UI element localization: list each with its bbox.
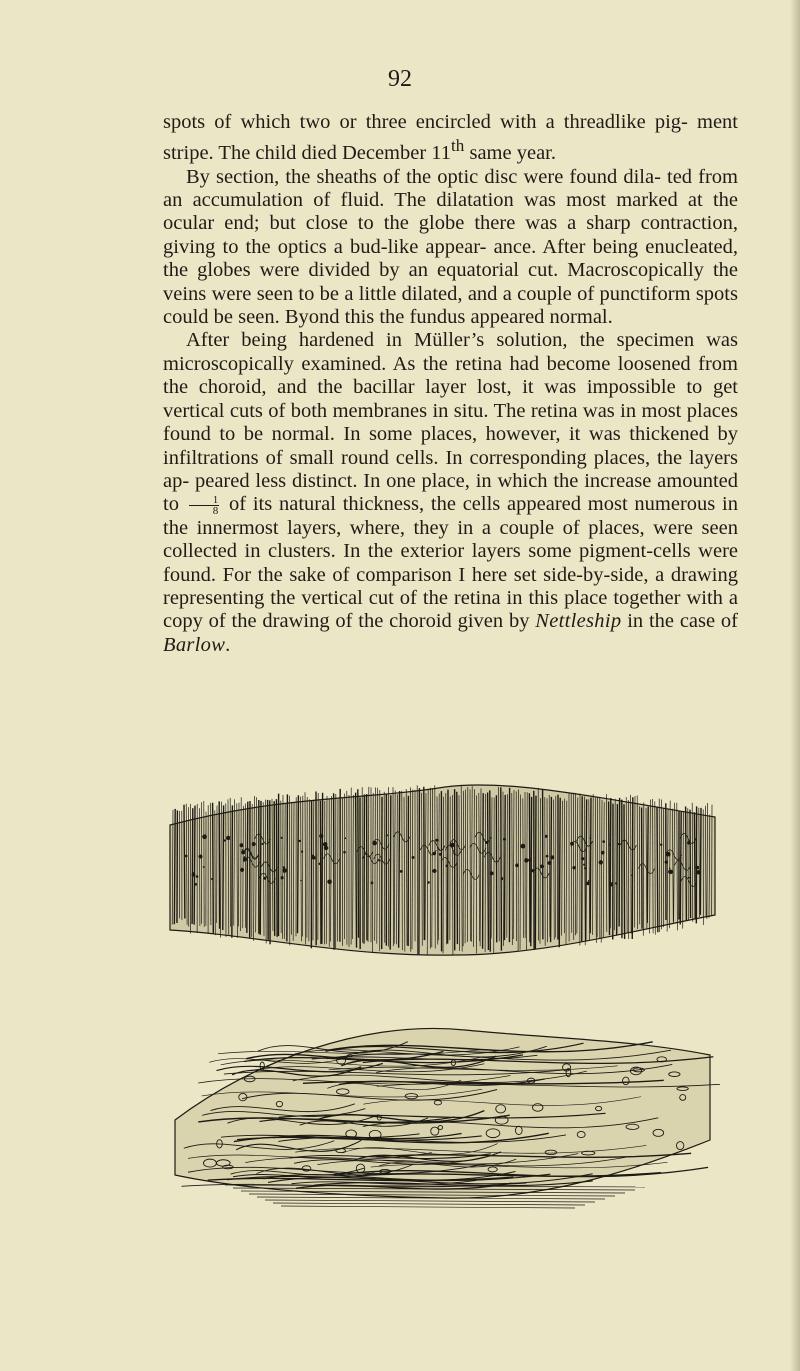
text-run: spots of which two or three encircled with a threadlike pig- ment stripe. The child died December 11 [163,111,738,165]
text-run: of its natural thickness, the cells appeared most numerous in the innermost layers, where, they in a couple of places, were seen collected in clusters. In the exterior layers some pigment-cells were found. For the sake of comparison I here set side-by-side, a drawing representing the vertical cut of the retina in this place together with a copy of the drawing of the choroid given by [163,493,739,633]
retina-hatching [170,785,715,955]
retina-section-drawing [165,765,720,965]
text-run: After being hardened in Müller’s solution, the specimen was microscopically examined. As the retina had become loosened from the choroid, and the bacillar layer lost, it was impossible to get vertical cuts of both membranes in situ. The retina was in most places found to be normal. In some places, however, it was thickened by infiltrations of small round cells. In corresponding places, the layers ap- peared less distinct. In one place, in which the increase amounted to [163,329,738,516]
body-text [163,111,738,657]
page-edge-shadow [790,0,800,1371]
choroid-strands [175,1028,720,1198]
paragraph [163,166,738,330]
text-run: . [225,633,231,656]
paragraph [163,111,738,166]
fraction: $\frac{1}{8}$ [189,495,220,516]
text-run: in the case of [621,610,739,633]
choroid-section-drawing [165,1000,720,1220]
ordinal-suffix: th [451,136,465,156]
italic-name: Barlow [163,633,226,656]
text-run: same year. [464,142,556,165]
page-number: 92 [388,66,412,92]
text-run: By section, the sheaths of the optic disc were found dila- ted from an accumulation of fluid. The dilatation was most marked at the ocular end; but close to the globe there was a sharp contraction, giving to the optics a bud-like appear- ance. After being enucleated, the globes were divided by an equatorial cut. Macroscopically the veins were seen to be a little dilated, and a couple of punctiform spots could be seen. Byond this the fundus appeared normal. [163,165,738,329]
paragraph [163,329,738,657]
italic-name: Nettleship [535,610,622,633]
